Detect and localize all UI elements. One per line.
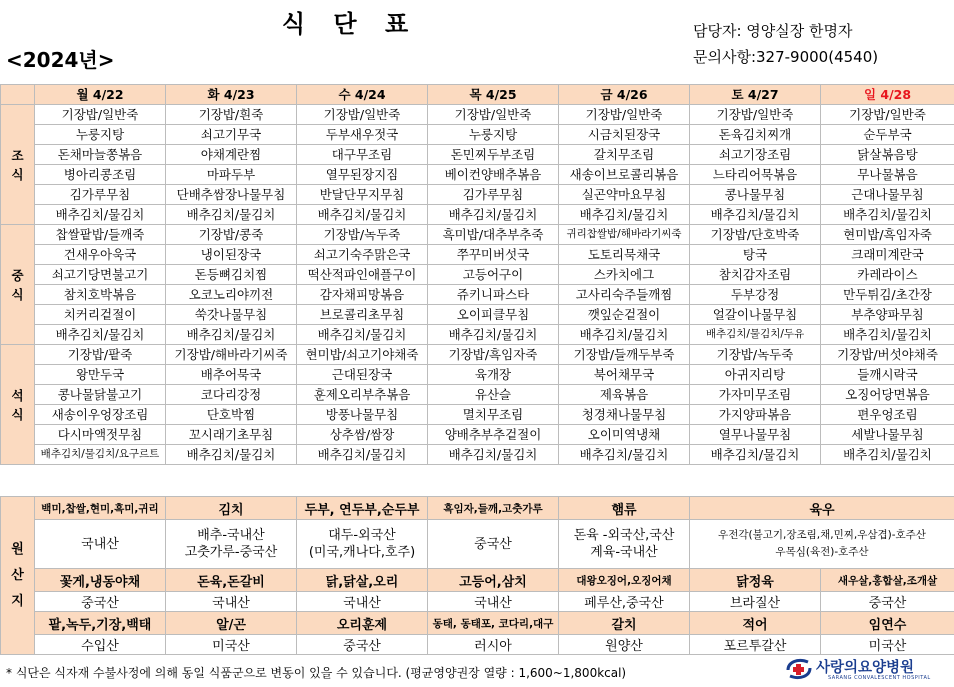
- menu-item: 유산슬: [428, 385, 559, 405]
- origin-value-line: 중국산: [474, 536, 512, 552]
- menu-item: 방풍나물무침: [297, 405, 428, 425]
- menu-row: [1, 225, 954, 245]
- day-header: 일 4/28: [821, 85, 954, 105]
- menu-item: 단배추쌈장나물무침: [166, 185, 297, 205]
- menu-item: 쇠고기무국: [166, 125, 297, 145]
- menu-row: [1, 105, 954, 125]
- menu-item: 기장밥/해바라기씨죽: [166, 345, 297, 365]
- menu-item: 기장밥/흰죽: [166, 105, 297, 125]
- origin-header: 임연수: [821, 612, 954, 635]
- menu-table: [0, 84, 954, 465]
- menu-item: 돈육김치찌개: [690, 125, 821, 145]
- menu-item: 기장밥/흑임자죽: [428, 345, 559, 365]
- origin-header: 육우: [690, 497, 954, 520]
- meal-label-char: 중: [11, 267, 24, 283]
- menu-item: 배추김치/물김치: [821, 325, 954, 345]
- menu-item: 들깨시락국: [821, 365, 954, 385]
- footnote: * 식단은 식자재 수불사정에 의해 동일 식품군으로 변동이 있을 수 있습니다. (평균영양권장 열량 : 1,600~1,800kcal): [6, 666, 627, 680]
- menu-item: 배추김치/물김치: [166, 325, 297, 345]
- origin-value-line: 고춧가루-중국산: [184, 545, 278, 560]
- origin-value: 국내산: [428, 592, 559, 612]
- day-header: 월 4/22: [35, 85, 166, 105]
- origin-label: [1, 497, 35, 655]
- menu-item: 야채계란찜: [166, 145, 297, 165]
- origin-value: 중국산: [297, 635, 428, 655]
- menu-item: 기장밥/팥죽: [35, 345, 166, 365]
- menu-item: 기장밥/단호박죽: [690, 225, 821, 245]
- menu-item: 병아리콩조림: [35, 165, 166, 185]
- menu-row: [1, 185, 954, 205]
- meal-label: [1, 345, 35, 465]
- menu-item: 배추김치/물김치: [166, 205, 297, 225]
- origin-value: 국내산: [297, 592, 428, 612]
- menu-item: 기장밥/녹두죽: [297, 225, 428, 245]
- menu-item: 배추김치/물김치/두유: [690, 325, 821, 345]
- menu-item: 배추김치/물김치: [428, 205, 559, 225]
- origin-label-char: 지: [11, 593, 24, 609]
- origin-value: 중국산: [35, 592, 166, 612]
- menu-item: 김가루무침: [35, 185, 166, 205]
- menu-item: 다시마액젓무침: [35, 425, 166, 445]
- menu-item: 기장밥/콩죽: [166, 225, 297, 245]
- origin-header: 동태, 동태포, 코다리,대구: [428, 612, 559, 635]
- menu-item: 느타리어묵볶음: [690, 165, 821, 185]
- menu-item: 코다리강정: [166, 385, 297, 405]
- origin-header-row-2: [1, 569, 954, 592]
- menu-item: 참치감자조림: [690, 265, 821, 285]
- menu-item: 오코노리야끼전: [166, 285, 297, 305]
- menu-row: [1, 405, 954, 425]
- origin-value-row-2: [1, 592, 954, 612]
- menu-item: 열무나물무침: [690, 425, 821, 445]
- menu-item: 대구무조림: [297, 145, 428, 165]
- origin-value-row-3: [1, 635, 954, 655]
- meal-label: [1, 105, 35, 225]
- menu-item: 떡산적파인애플구이: [297, 265, 428, 285]
- menu-item: 고등어구이: [428, 265, 559, 285]
- menu-item: 쭈꾸미버섯국: [428, 245, 559, 265]
- menu-item: 쇠고기당면불고기: [35, 265, 166, 285]
- menu-row: [1, 205, 954, 225]
- menu-item: 단호박찜: [166, 405, 297, 425]
- menu-row: [1, 345, 954, 365]
- menu-item: 부추양파무침: [821, 305, 954, 325]
- menu-item: 두부강정: [690, 285, 821, 305]
- origin-header: 새우살,홍합살,조개살: [821, 569, 954, 592]
- menu-item: 배추김치/물김치: [821, 445, 954, 465]
- origin-value: [559, 520, 690, 569]
- menu-item: 시금치된장국: [559, 125, 690, 145]
- origin-header: 햄류: [559, 497, 690, 520]
- menu-item: 육개장: [428, 365, 559, 385]
- origin-value: [690, 520, 954, 569]
- menu-item: 건새우아욱국: [35, 245, 166, 265]
- page-title: 식 단 표: [281, 10, 419, 38]
- origin-header-row-3: [1, 612, 954, 635]
- corner-cell: [1, 85, 35, 105]
- menu-item: 오이피클무침: [428, 305, 559, 325]
- meal-label-char: 조: [11, 147, 24, 163]
- menu-item: 기장밥/일반죽: [35, 105, 166, 125]
- origin-value-line: 우전각(불고기,장조림,채,민찌,우삼겹)-호주산: [718, 529, 926, 541]
- menu-item: 편우엉조림: [821, 405, 954, 425]
- origin-value: 국내산: [166, 592, 297, 612]
- menu-item: 콩나물닭불고기: [35, 385, 166, 405]
- menu-item: 현미밥/쇠고기야채죽: [297, 345, 428, 365]
- menu-item: 배추김치/물김치: [297, 445, 428, 465]
- menu-item: 북어채무국: [559, 365, 690, 385]
- origin-value: 중국산: [821, 592, 954, 612]
- year-label: <2024년>: [6, 48, 115, 72]
- menu-item: 참치호박볶음: [35, 285, 166, 305]
- menu-item: 김가루무침: [428, 185, 559, 205]
- origin-value: 수입산: [35, 635, 166, 655]
- origin-value: 미국산: [821, 635, 954, 655]
- menu-item: 감자채피망볶음: [297, 285, 428, 305]
- menu-item: 돈채마늘쫑볶음: [35, 145, 166, 165]
- origin-header: 대왕오징어,오징어채: [559, 569, 690, 592]
- menu-item: 만두튀김/초간장: [821, 285, 954, 305]
- menu-row: [1, 305, 954, 325]
- menu-item: 근대된장국: [297, 365, 428, 385]
- day-header: 화 4/23: [166, 85, 297, 105]
- menu-item: 기장밥/일반죽: [821, 105, 954, 125]
- menu-item: 열무된장지짐: [297, 165, 428, 185]
- origin-label-char: 원: [11, 541, 24, 557]
- origin-value: [428, 520, 559, 569]
- origin-header: 백미,찹쌀,현미,흑미,귀리: [35, 497, 166, 520]
- menu-item: 베이컨양배추볶음: [428, 165, 559, 185]
- origin-value-line: 계육-국내산: [590, 545, 658, 560]
- menu-item: 얼갈이나물무침: [690, 305, 821, 325]
- origin-header: 닭,닭살,오리: [297, 569, 428, 592]
- menu-item: 배추김치/물김치: [428, 445, 559, 465]
- origin-header: 오리훈제: [297, 612, 428, 635]
- origin-header: 적어: [690, 612, 821, 635]
- inquiry-info: 문의사항:327-9000(4540): [693, 48, 879, 66]
- menu-item: 새송이브로콜리볶음: [559, 165, 690, 185]
- menu-item: 깻잎순겉절이: [559, 305, 690, 325]
- menu-row: [1, 445, 954, 465]
- menu-item: 크래미계란국: [821, 245, 954, 265]
- menu-item: 고사리숙주들깨찜: [559, 285, 690, 305]
- menu-item: 현미밥/흑임자죽: [821, 225, 954, 245]
- menu-row: [1, 165, 954, 185]
- menu-item: 오이미역냉채: [559, 425, 690, 445]
- menu-item: 세발나물무침: [821, 425, 954, 445]
- menu-item: 도토리묵채국: [559, 245, 690, 265]
- menu-item: 배추김치/물김치: [690, 445, 821, 465]
- menu-item: 꼬시래기초무침: [166, 425, 297, 445]
- menu-item: 배추김치/물김치/요구르트: [35, 445, 166, 465]
- menu-item: 새송이우엉장조림: [35, 405, 166, 425]
- menu-item: 훈제오리부추볶음: [297, 385, 428, 405]
- menu-row: [1, 285, 954, 305]
- menu-row: [1, 365, 954, 385]
- origin-label-char: 산: [11, 567, 24, 583]
- menu-item: 콩나물무침: [690, 185, 821, 205]
- menu-item: 닭살볶음탕: [821, 145, 954, 165]
- origin-value: 러시아: [428, 635, 559, 655]
- origin-value: [166, 520, 297, 569]
- menu-item: 쑥갓나물무침: [166, 305, 297, 325]
- menu-item: 쇠고기숙주맑은국: [297, 245, 428, 265]
- menu-item: 찹쌀팥밥/들깨죽: [35, 225, 166, 245]
- menu-item: 상추쌈/쌈장: [297, 425, 428, 445]
- origin-value: 브라질산: [690, 592, 821, 612]
- meal-label: [1, 225, 35, 345]
- menu-item: 순두부국: [821, 125, 954, 145]
- menu-item: 기장밥/녹두죽: [690, 345, 821, 365]
- menu-item: 오징어당면볶음: [821, 385, 954, 405]
- menu-item: 배추김치/물김치: [559, 445, 690, 465]
- origin-header: 꽃게,냉동야채: [35, 569, 166, 592]
- origin-table: [0, 496, 954, 655]
- day-header: 목 4/25: [428, 85, 559, 105]
- menu-item: 아귀지리탕: [690, 365, 821, 385]
- day-header: 금 4/26: [559, 85, 690, 105]
- manager-info: 담당자: 영양실장 한명자: [693, 22, 853, 40]
- menu-item: 기장밥/일반죽: [428, 105, 559, 125]
- hospital-logo: [786, 656, 952, 684]
- origin-value: 미국산: [166, 635, 297, 655]
- menu-item: 배추김치/물김치: [297, 325, 428, 345]
- meal-label-char: 석: [11, 387, 24, 403]
- origin-value-line: 돈육 -외국산,국산: [573, 528, 675, 543]
- origin-header: 김치: [166, 497, 297, 520]
- menu-item: 가자미무조림: [690, 385, 821, 405]
- day-header-row: [1, 85, 954, 105]
- menu-item: 냉이된장국: [166, 245, 297, 265]
- menu-item: 돈등뼈김치찜: [166, 265, 297, 285]
- origin-header-row-1: [1, 497, 954, 520]
- origin-value-line: 배추-국내산: [197, 528, 265, 543]
- origin-value-line: 국내산: [81, 536, 119, 552]
- menu-item: 반달단무지무침: [297, 185, 428, 205]
- origin-value-line: 대두-외국산: [328, 528, 396, 543]
- menu-item: 청경채나물무침: [559, 405, 690, 425]
- menu-item: 흑미밥/대추부추죽: [428, 225, 559, 245]
- menu-item: 배추김치/물김치: [35, 325, 166, 345]
- menu-item: 배추김치/물김치: [690, 205, 821, 225]
- menu-item: 배추김치/물김치: [559, 205, 690, 225]
- menu-row: [1, 325, 954, 345]
- menu-item: 누룽지탕: [35, 125, 166, 145]
- menu-item: 기장밥/들깨두부죽: [559, 345, 690, 365]
- origin-header: 팥,녹두,기장,백태: [35, 612, 166, 635]
- menu-item: 멸치무조림: [428, 405, 559, 425]
- hospital-name: 사랑의요양병원: [816, 660, 915, 676]
- origin-header: 알/곤: [166, 612, 297, 635]
- menu-item: 귀리찹쌀밥/해바라기씨죽: [559, 225, 690, 245]
- origin-header: 돈육,돈갈비: [166, 569, 297, 592]
- menu-row: [1, 145, 954, 165]
- origin-header: 흑임자,들깨,고춧가루: [428, 497, 559, 520]
- origin-value: 포르투갈산: [690, 635, 821, 655]
- menu-item: 누룽지탕: [428, 125, 559, 145]
- menu-item: 기장밥/버섯야채죽: [821, 345, 954, 365]
- menu-item: 쥬키니파스타: [428, 285, 559, 305]
- origin-header: 닭정육: [690, 569, 821, 592]
- origin-value-line: (미국,캐나다,호주): [308, 545, 416, 560]
- menu-item: 브로콜리초무침: [297, 305, 428, 325]
- menu-row: [1, 245, 954, 265]
- menu-item: 배추김치/물김치: [821, 205, 954, 225]
- menu-item: 무나물볶음: [821, 165, 954, 185]
- menu-item: 왕만두국: [35, 365, 166, 385]
- menu-item: 돈민찌두부조림: [428, 145, 559, 165]
- origin-value: 페루산,중국산: [559, 592, 690, 612]
- menu-item: 배추김치/물김치: [166, 445, 297, 465]
- menu-item: 기장밥/일반죽: [690, 105, 821, 125]
- day-header: 토 4/27: [690, 85, 821, 105]
- menu-item: 카레라이스: [821, 265, 954, 285]
- menu-item: 배추김치/물김치: [559, 325, 690, 345]
- menu-item: 배추김치/물김치: [297, 205, 428, 225]
- origin-value-line: 우목심(육전)-호주산: [775, 546, 869, 558]
- origin-value: [35, 520, 166, 569]
- meal-label-char: 식: [11, 286, 24, 302]
- menu-row: [1, 125, 954, 145]
- menu-item: 쇠고기장조림: [690, 145, 821, 165]
- menu-row: [1, 425, 954, 445]
- menu-item: 치커리겉절이: [35, 305, 166, 325]
- hospital-logo-icon: [786, 658, 812, 680]
- day-header: 수 4/24: [297, 85, 428, 105]
- menu-item: 배추어묵국: [166, 365, 297, 385]
- menu-item: 배추김치/물김치: [35, 205, 166, 225]
- menu-item: 배추김치/물김치: [428, 325, 559, 345]
- menu-item: 마파두부: [166, 165, 297, 185]
- menu-item: 양배추부추겉절이: [428, 425, 559, 445]
- origin-value: 원양산: [559, 635, 690, 655]
- meal-label-char: 식: [11, 166, 24, 182]
- menu-item: 가지양파볶음: [690, 405, 821, 425]
- menu-item: 실곤약마요무침: [559, 185, 690, 205]
- origin-value: [297, 520, 428, 569]
- page-header: [0, 0, 954, 84]
- menu-row: [1, 265, 954, 285]
- menu-item: 스카치에그: [559, 265, 690, 285]
- origin-header: 갈치: [559, 612, 690, 635]
- menu-item: 기장밥/일반죽: [559, 105, 690, 125]
- menu-item: 제육볶음: [559, 385, 690, 405]
- meal-label-char: 식: [11, 406, 24, 422]
- menu-item: 근대나물무침: [821, 185, 954, 205]
- menu-item: 기장밥/일반죽: [297, 105, 428, 125]
- origin-header: 고등어,삼치: [428, 569, 559, 592]
- menu-item: 갈치무조림: [559, 145, 690, 165]
- hospital-english-name: SARANG CONVALESCENT HOSPITAL: [828, 675, 931, 681]
- origin-header: 두부, 연두부,순두부: [297, 497, 428, 520]
- menu-row: [1, 385, 954, 405]
- menu-item: 두부새우젓국: [297, 125, 428, 145]
- origin-value-row-1: [1, 520, 954, 569]
- menu-item: 탕국: [690, 245, 821, 265]
